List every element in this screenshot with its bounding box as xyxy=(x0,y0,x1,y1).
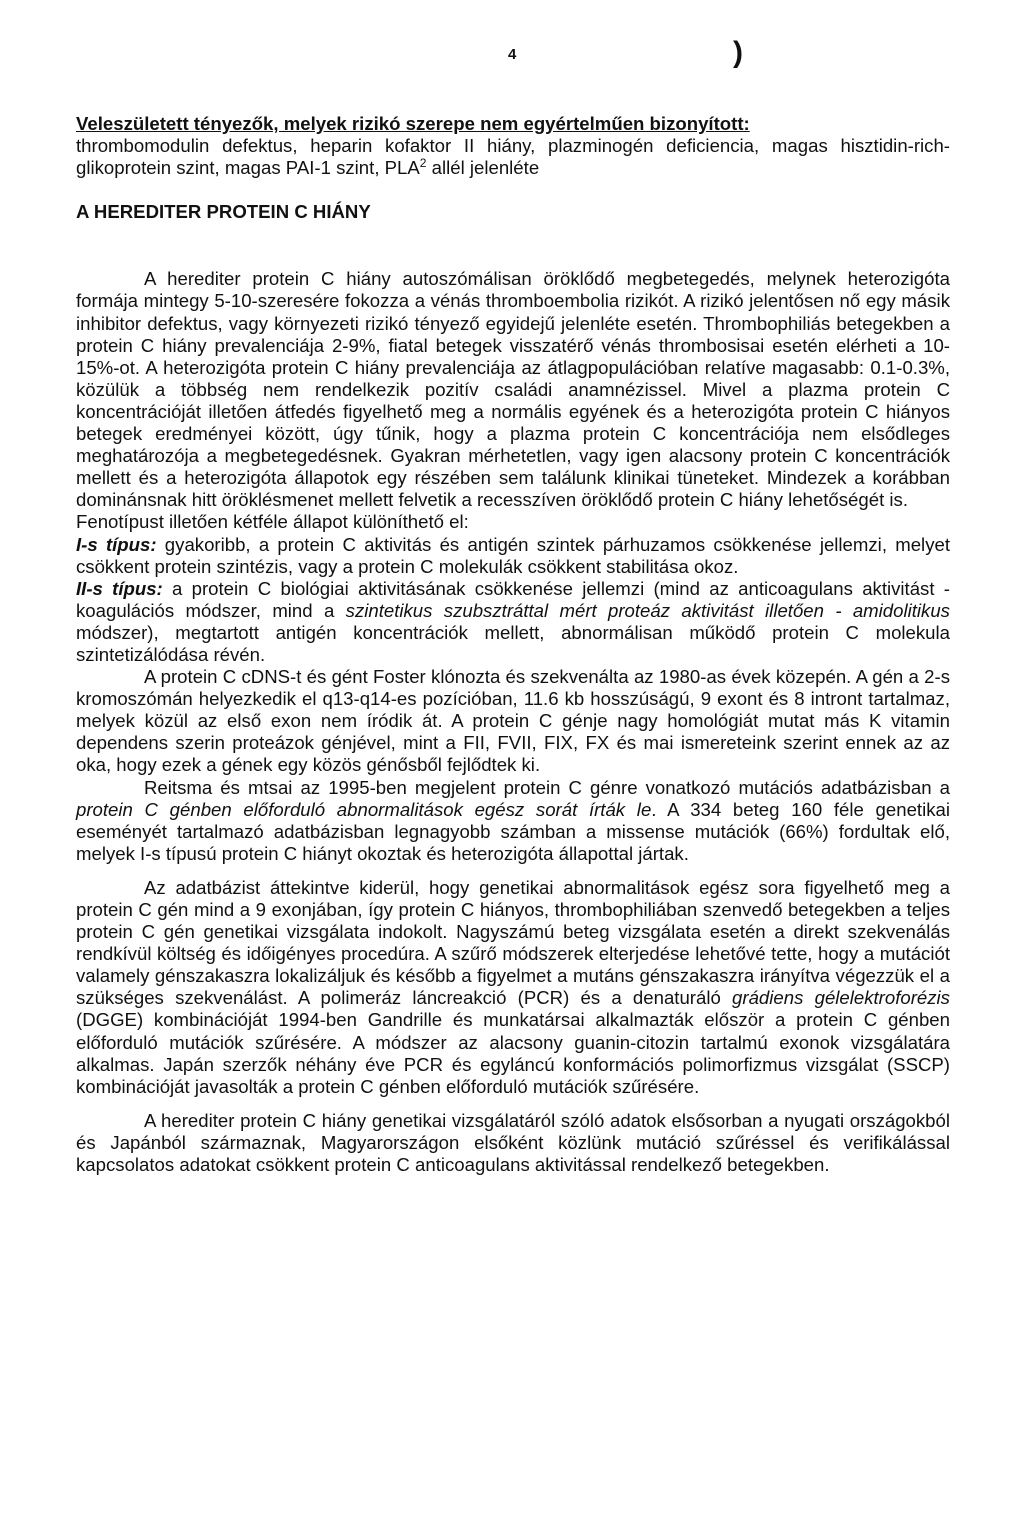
reitsma-paragraph xyxy=(76,777,950,865)
type1-text: gyakoribb, a protein C aktivitás és antigén szintek párhuzamos csökkenése jellemzi, melyet csökkent protein szintézis, vagy a protein C molekulák csökkent stabilitása okoz. xyxy=(76,533,950,577)
risk-factors-text: thrombomodulin defektus, heparin kofaktor II hiány, plazminogén deficiencia, magas hisztidin-rich-glikoprotein szint, magas PAI-1 szint, PLA xyxy=(76,135,950,179)
risk-factors-list xyxy=(76,135,950,179)
cdna-paragraph: A protein C cDNS-t és gént Foster klónozta és szekvenálta az 1980-as évek közepén. A gén a 2-s kromoszómán helyezkedik el q13-q14-es pozícióban, 11.6 kb hosszúságú, 9 exont és 8 intront tartalmaz, melyek közül az első exon nem íródik át. A protein C génje nagy homológiát mutat más K vitamin dependens szerin proteázok génjével, mint a FII, FVII, FIX, FX és mai ismereteink szerint ennek az az oka, hogy ezek a gének egy közös génősből fejlődtek ki. xyxy=(76,666,950,776)
risk-factors-block xyxy=(76,113,950,179)
page-number: 4 xyxy=(508,46,517,63)
section-title: A HEREDITER PROTEIN C HIÁNY xyxy=(76,201,371,223)
document-body xyxy=(76,113,950,1176)
database-paragraph xyxy=(76,877,950,1098)
type2-text-b: módszer), megtartott antigén koncentrációk mellett, abnormálisan működő protein C molekula szintetizálódása révén. xyxy=(76,621,950,665)
type2-paragraph xyxy=(76,578,950,666)
reitsma-text-b: . A 334 beteg 160 féle genetikai eseményét tartalmazó adatbázisban legnagyobb számban a missense mutációk (66%) fordultak elő, melyek I-s típusú protein C hiányt okoztak és heterozigóta állapottal jártak. xyxy=(76,798,950,864)
reitsma-italic: protein C génben előforduló abnormalitások egész sorát írták le xyxy=(76,798,652,820)
risk-factors-text-end: allél jelenléte xyxy=(426,157,540,179)
database-italic: grádiens gélelektroforézis xyxy=(732,987,950,1009)
risk-factors-superscript: 2 xyxy=(419,156,427,170)
database-text-a: Az adatbázist áttekintve kiderül, hogy genetikai abnormalitások egész sora figyelhető meg a protein C gén mind a 9 exonjában, így protein C hiányos, thrombophiliában szenvedő betegekben a teljes protein C gén genetikai vizsgálata indokolt. Nagyszámú beteg vizsgálata esetén a direkt szekvenálás rendkívül költség és időigényes procedúra. A szűrő módszerek elterjedése lehetővé tette, hogy a mutációt valamely génszakaszra lokalizáljuk és később a figyelmet a mutáns génszakaszra irányítva végezzük el a szükséges szekvenálást. A polimeráz láncreakció (PCR) és a denaturáló xyxy=(76,876,950,1009)
reitsma-text-a: Reitsma és mtsai az 1995-ben megjelent protein C génre vonatkozó mutációs adatbázisban a xyxy=(144,776,950,798)
closing-paragraph: A herediter protein C hiány genetikai vizsgálatáról szóló adatok elsősorban a nyugati országokból és Japánból származnak, Magyarországon elsőként közlünk mutáció szűréssel és verifikálással kapcsolatos adatokat csökkent protein C anticoagulans aktivitással rendelkező betegekben. xyxy=(76,1109,950,1176)
risk-factors-heading: Veleszületett tényezők, melyek rizikó szerepe nem egyértelműen bizonyított: xyxy=(76,113,750,134)
intro-paragraph: A herediter protein C hiány autoszómálisan öröklődő megbetegedés, melynek heterozigóta formája mintegy 5-10-szeresére fokozza a vénás thromboembolia rizikót. A rizikó jelentősen nő egy másik inhibitor defektus, vagy környezeti rizikó tényező egyidejű jelenléte esetén. Thrombophiliás betegekben a protein C hiány prevalenciája 2-9%, fiatal betegek visszatérő vénás thrombosisai esetén elérheti a 10-15%-ot. A heterozigóta protein C hiány prevalenciája az átlagpopulációban relatíve magasabb: 0.1-0.3%, közülük a többség nem rendelkezik pozitív családi anamnézissel. Mivel a plazma protein C koncentrációját illetően átfedés figyelhető meg a normális egyének és a heterozigóta protein C hiányos betegek eredményei között, úgy tűnik, hogy a plazma protein C koncentrációja nem elsődleges meghatározója a megbetegedésnek. Gyakran mérhetetlen, vagy igen alacsony protein C koncentrációk mellett és a heterozigóta állapotok egy részében sem találunk klinikai tüneteket. Mindezek a korábban dominánsnak hitt öröklésmenet mellett felvetik a recesszíven öröklődő protein C hiány lehetőségét is. xyxy=(76,268,950,511)
database-text-b: (DGGE) kombinációját 1994-ben Gandrille és munkatársai alkalmazták először a protein C génben előforduló mutációk szűrésére. A módszer az alacsony guanin-citozin tartalmú exonok vizsgálatára alkalmas. Japán szerzők néhány éve PCR és egyláncú konformációs polimorfizmus vizsgálat (SSCP) kombinációját javasolták a protein C génben előforduló mutációk szűrésére. xyxy=(76,1009,950,1097)
corner-mark: ) xyxy=(733,36,743,69)
type1-label: I-s típus: xyxy=(76,533,157,555)
type2-label: II-s típus: xyxy=(76,577,163,599)
phenotype-paragraph: Fenotípust illetően kétféle állapot különíthető el: xyxy=(76,511,469,533)
type2-italic: szintetikus szubsztráttal mért proteáz aktivitást illetően - amidolitikus xyxy=(345,599,950,621)
type1-paragraph xyxy=(76,534,950,578)
type2-text-a: a protein C biológiai aktivitásának csökkenése jellemzi (mind az anticoagulans aktivitást - koagulációs módszer, mind a xyxy=(76,577,950,621)
